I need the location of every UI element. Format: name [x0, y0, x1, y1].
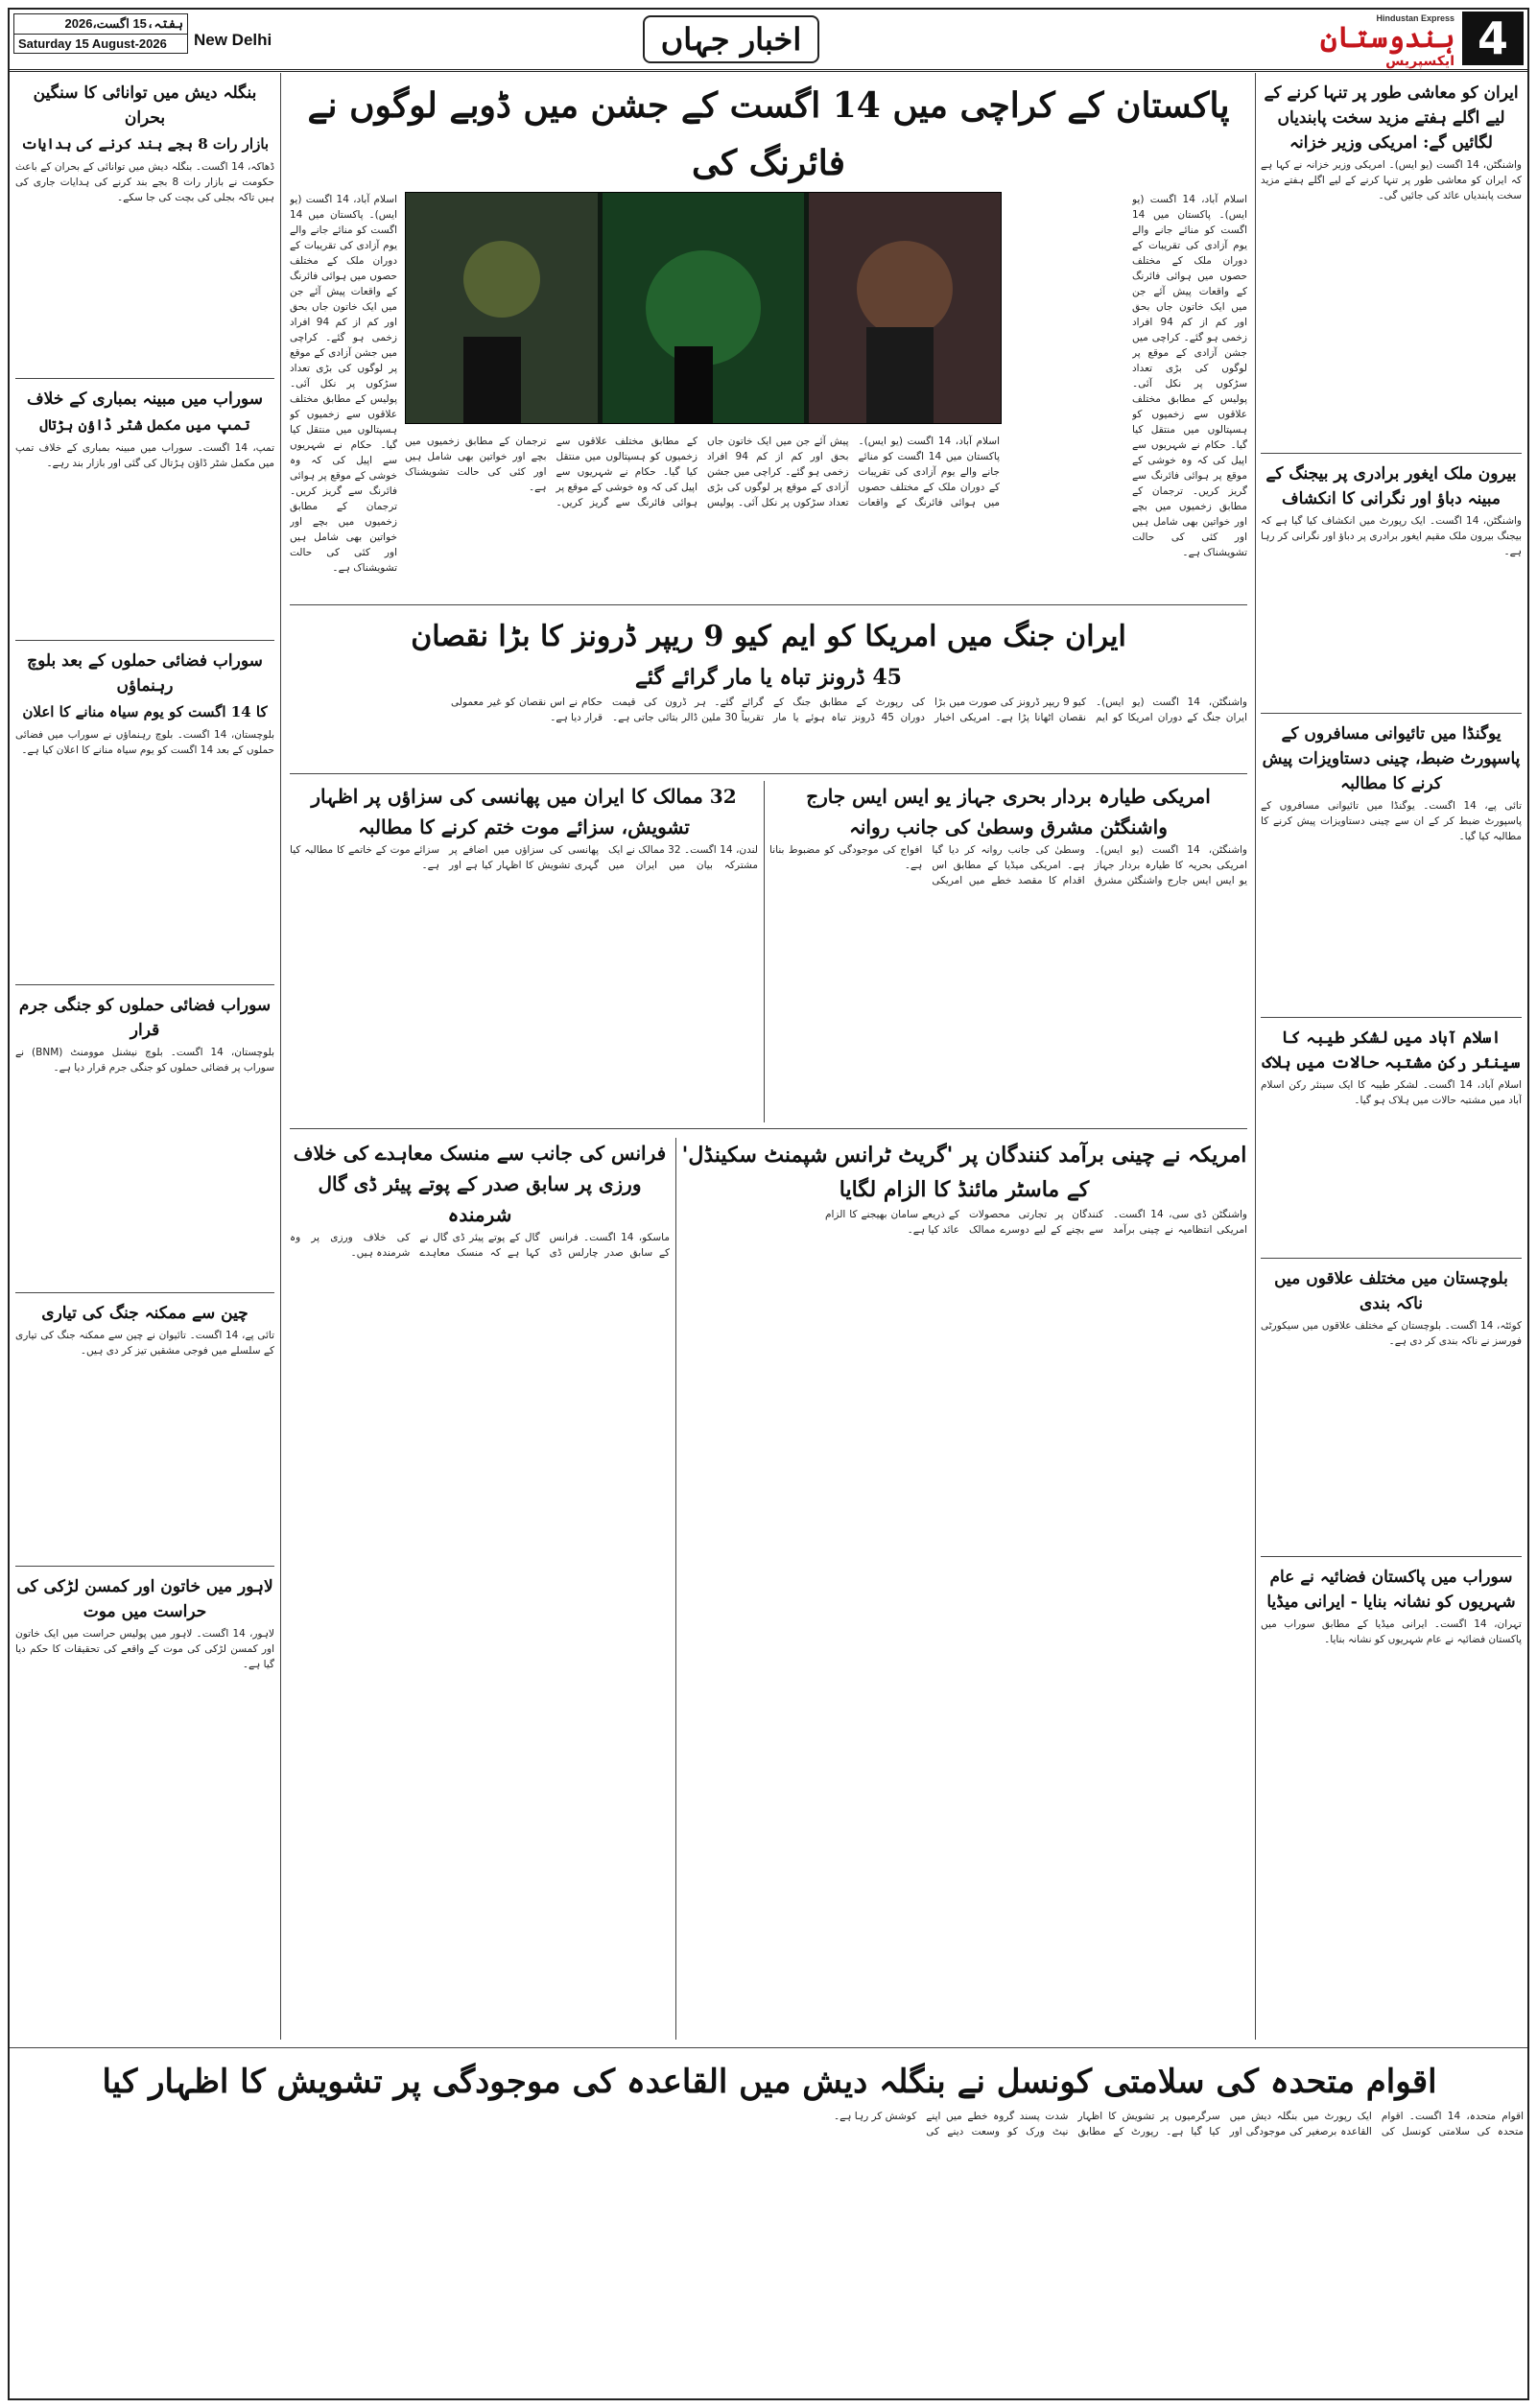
lead-body-under-photo: اسلام آباد، 14 اگست (یو ایس)۔ پاکستان میں 14 اگست کو منائے جانے والے یوم آزادی کی تقریبات کے دوران ملک کے مختلف حصوں میں ہوائی فائرنگ کے واقعات پیش آئے جن میں ایک خاتون جاں بحق اور کم از کم 94 افراد زخمی ہو گئے۔ کراچی میں جشن آزادی کے موقع پر لوگوں کی بڑی تعداد سڑکوں پر نکل آئی۔ پولیس کے مطابق مختلف علاقوں سے زخمیوں کو ہسپتالوں میں منتقل کیا گیا۔ حکام نے شہریوں سے اپیل کی کہ وہ خوشی کے موقع پر ہوائی فائرنگ سے گریز کریں۔ ترجمان کے مطابق زخمیوں میں بچے اور خواتین بھی شامل ہیں اور کئی کی حالت تشویشناک ہے۔: [405, 436, 1000, 508]
china-trade-body: واشنگٹن ڈی سی، 14 اگست۔ امریکی انتظامیہ نے چینی برآمد کنندگان پر تجارتی محصولات سے بچنے کے لیے دوسرے ممالک کے ذریعے سامان بھیجنے کا الزام عائد کیا ہے۔: [825, 1209, 1247, 1236]
iran-body: واشنگٹن، 14 اگست (یو ایس)۔ ایران جنگ کے دوران امریکا کو ایم کیو 9 ریپر ڈرونز کی صورت میں بڑا نقصان اٹھانا پڑا ہے۔ امریکی اخبار کی رپورٹ کے مطابق جنگ کے دوران 45 ڈرونز تباہ ہوئے یا مار گرائے گئے۔ ہر ڈرون کی قیمت تقریباً 30 ملین ڈالر بتائی جاتی ہے۔ حکام نے اس نقصان کو غیر معمولی قرار دیا ہے۔: [451, 696, 1247, 723]
left-column: [15, 77, 274, 2034]
lead-story: [290, 77, 1247, 1122]
right-story-3-headline: یوگنڈا میں تائیوانی مسافروں کے پاسپورٹ ضبط، چینی دستاویزات پیش کرنے کا مطالبہ: [1262, 724, 1521, 793]
logo-urdu: ہندوستان: [1320, 21, 1455, 55]
right-story-2-headline: بیرون ملک ایغور برادری پر بیجنگ کے مبینہ دباؤ اور نگرانی کا انکشاف: [1265, 464, 1517, 508]
left-story-4-headline: سوراب فضائی حملوں کو جنگی جرم قرار: [18, 996, 272, 1040]
china-trade-story: [681, 1138, 1247, 2040]
date-box: [13, 13, 188, 54]
right-story-2: [1261, 461, 1522, 705]
france-story: [290, 1138, 670, 2040]
right-story-4-headline: اسلام آباد میں لشکر طیبہ کا سینئر رکن مشتبہ حالات میں ہلاک: [1262, 1028, 1521, 1073]
left-story-6: [15, 1574, 274, 1837]
left-story-1-body: ڈھاکہ، 14 اگست۔ بنگلہ دیش میں توانائی کے بحران کے باعث حکومت نے بازار رات 8 بجے بند کرنے کی ہدایات جاری کی ہیں تاکہ بجلی کی بچت کی جا سکے۔: [15, 161, 274, 203]
france-body: ماسکو، 14 اگست۔ فرانس کے سابق صدر چارلس ڈی گال کے پوتے پیئر ڈی گال نے کہا ہے کہ منسک معاہدے کی خلاف ورزی پر وہ شرمندہ ہیں۔: [290, 1232, 670, 1259]
date-urdu: ہفتہ،15 اگست،2026: [14, 14, 187, 35]
france-headline: فرانس کی جانب سے منسک معاہدے کی خلاف ورزی پر سابق صدر کے پوتے پیئر ڈی گال شرمندہ: [293, 1142, 667, 1226]
left-story-3-subheadline: کا 14 اگست کو یوم سیاہ منانے کا اعلان: [22, 703, 268, 720]
right-story-5-headline: بلوچستان میں مختلف علاقوں میں ناکہ بندی: [1274, 1269, 1508, 1313]
right-story-6-body: تہران، 14 اگست۔ ایرانی میڈیا کے مطابق سوراب میں پاکستان فضائیہ نے عام شہریوں کو نشانہ بنایا۔: [1261, 1618, 1522, 1645]
left-story-5: [15, 1301, 274, 1558]
right-story-6-headline: سوراب میں پاکستان فضائیہ نے عام شہریوں کو نشانہ بنایا - ایرانی میڈیا: [1266, 1568, 1516, 1612]
right-story-5: [1261, 1266, 1522, 1548]
left-story-1-headline: بنگلہ دیش میں توانائی کا سنگین بحران: [33, 83, 257, 128]
logo-english: Hindustan Express: [1376, 13, 1454, 23]
lead-body-col-6: اسلام آباد، 14 اگست (یو ایس)۔ پاکستان میں 14 اگست کو منائے جانے والے یوم آزادی کی تقریبات کے دوران ملک کے مختلف حصوں میں ہوائی فائرنگ کے واقعات پیش آئے جن میں ایک خاتون جاں بحق اور کم از کم 94 افراد زخمی ہو گئے۔ کراچی میں جشن آزادی کے موقع پر لوگوں کی بڑی تعداد سڑکوں پر نکل آئی۔ پولیس کے مطابق مختلف علاقوں سے زخمیوں کو ہسپتالوں میں منتقل کیا گیا۔ حکام نے شہریوں سے اپیل کی کہ وہ خوشی کے موقع پر ہوائی فائرنگ سے گریز کریں۔ ترجمان کے مطابق زخمیوں میں بچے اور خواتین بھی شامل ہیں اور کئی کی حالت تشویشناک ہے۔: [290, 194, 397, 574]
right-column: [1261, 77, 1522, 2034]
left-story-4-body: بلوچستان، 14 اگست۔ بلوچ نیشنل موومنٹ (BNM) نے سوراب پر فضائی حملوں کو جنگی جرم قرار دیا ہے۔: [15, 1047, 274, 1074]
left-story-6-body: لاہور، 14 اگست۔ لاہور میں پولیس حراست میں ایک خاتون اور کمسن لڑکی کی موت کے واقعے کی تحقیقات کا حکم دیا گیا ہے۔: [15, 1628, 274, 1670]
left-story-5-headline: چین سے ممکنہ جنگ کی تیاری: [41, 1304, 248, 1323]
lead-body-col-1: اسلام آباد، 14 اگست (یو ایس)۔ پاکستان میں 14 اگست کو منائے جانے والے یوم آزادی کی تقریبات کے دوران ملک کے مختلف حصوں میں ہوائی فائرنگ کے واقعات پیش آئے جن میں ایک خاتون جاں بحق اور کم از کم 94 افراد زخمی ہو گئے۔ کراچی میں جشن آزادی کے موقع پر لوگوں کی بڑی تعداد سڑکوں پر نکل آئی۔ پولیس کے مطابق مختلف علاقوں سے زخمیوں کو ہسپتالوں میں منتقل کیا گیا۔ حکام نے شہریوں سے اپیل کی کہ وہ خوشی کے موقع پر ہوائی فائرنگ سے گریز کریں۔ ترجمان کے مطابق زخمیوں میں بچے اور خواتین بھی شامل ہیں اور کئی کی حالت تشویشناک ہے۔: [1132, 194, 1247, 558]
left-story-2-headline: سوراب میں مبینہ بمباری کے خلاف: [27, 390, 263, 409]
un-body: اقوام متحدہ، 14 اگست۔ اقوام متحدہ کی سلامتی کونسل کی ایک رپورٹ میں بنگلہ دیش میں القاعدہ برصغیر کی موجودگی اور سرگرمیوں پر تشویش کا اظہار کیا گیا ہے۔ رپورٹ کے مطابق شدت پسند گروہ خطے میں اپنے نیٹ ورک کو وسعت دینے کی کوشش کر رہا ہے۔: [833, 2111, 1524, 2137]
left-story-5-body: تائی پے، 14 اگست۔ تائیوان نے چین سے ممکنہ جنگ کی تیاری کے سلسلے میں فوجی مشقیں تیز کر دی ہیں۔: [15, 1330, 274, 1357]
death-penalty-body: لندن، 14 اگست۔ 32 ممالک نے ایک مشترکہ بیان میں ایران میں پھانسی کی سزاؤں میں اضافے پر گہری تشویش کا اظہار کیا ہے اور سزائے موت کے خاتمے کا مطالبہ کیا ہے۔: [290, 844, 758, 871]
newspaper-page: [8, 8, 1529, 2400]
left-story-6-headline: لاہور میں خاتون اور کمسن لڑکی کی حراست میں موت: [16, 1577, 273, 1621]
china-trade-headline: امریکہ نے چینی برآمد کنندگان پر 'گریٹ ٹرانس شپمنٹ سکینڈل' کے ماسٹر مائنڈ کا الزام لگایا: [681, 1143, 1247, 1202]
right-story-3-body: تائی پے، 14 اگست۔ یوگنڈا میں تائیوانی مسافروں کے پاسپورٹ ضبط کر کے ان سے چینی دستاویزات پیش کرنے کا مطالبہ کیا گیا۔: [1261, 800, 1522, 842]
left-story-3-headline: سوراب فضائی حملوں کے بعد بلوچ رہنماؤں: [27, 651, 263, 696]
iran-subheadline: 45 ڈرونز تباہ یا مار گرائے گئے: [635, 665, 902, 690]
left-story-2: [15, 387, 274, 632]
carrier-story: [769, 781, 1247, 1122]
section-title: اخبار جہاں: [643, 15, 819, 63]
carrier-headline: امریکی طیارہ بردار بحری جہاز یو ایس ایس جارج واشنگٹن مشرق وسطیٰ کی جانب روانہ: [806, 785, 1211, 838]
death-penalty-story: [290, 781, 758, 1122]
left-story-2-subheadline: تمپ میں مکمل شٹر ڈاؤن ہڑتال: [39, 416, 250, 434]
right-story-1-headline: ایران کو معاشی طور پر تنہا کرنے کے لیے اگلے ہفتے مزید سخت پابندیاں لگائیں گے: امریکی وزیر خزانہ: [1264, 83, 1519, 153]
death-penalty-headline: 32 ممالک کا ایران میں پھانسی کی سزاؤں پر اظہار تشویش، سزائے موت ختم کرنے کا مطالبہ: [311, 785, 737, 838]
right-story-5-body: کوئٹہ، 14 اگست۔ بلوچستان کے مختلف علاقوں میں سیکورٹی فورسز نے ناکہ بندی کر دی ہے۔: [1261, 1320, 1522, 1347]
masthead: [10, 10, 1527, 72]
right-story-2-body: واشنگٹن، 14 اگست۔ ایک رپورٹ میں انکشاف کیا گیا ہے کہ بیجنگ بیرون ملک مقیم ایغور برادری پر دباؤ اور نگرانی کر رہا ہے۔: [1261, 515, 1522, 557]
right-story-3: [1261, 721, 1522, 1009]
date-english: Saturday 15 August-2026: [18, 36, 167, 51]
city-name: New Delhi: [194, 31, 272, 49]
lead-headline: پاکستان کے کراچی میں 14 اگست کے جشن میں ڈوبے لوگوں نے فائرنگ کی: [307, 85, 1230, 183]
left-story-4: [15, 993, 274, 1285]
right-story-1-body: واشنگٹن، 14 اگست (یو ایس)۔ امریکی وزیر خزانہ نے کہا ہے کہ ایران کو معاشی طور پر تنہا کرنے کے لیے اگلے ہفتے مزید سخت پابندیاں عائد کی جائیں گی۔: [1261, 159, 1522, 201]
left-story-1-subheadline: بازار رات 8 بجے بند کرنے کی ہدایات: [20, 135, 270, 153]
iran-story: [290, 614, 1247, 767]
page-number: 4: [1462, 12, 1524, 65]
carrier-body: واشنگٹن، 14 اگست (یو ایس)۔ امریکی بحریہ کا طیارہ بردار جہاز یو ایس ایس جارج واشنگٹن مشرق وسطیٰ کی جانب روانہ کر دیا گیا ہے۔ امریکی میڈیا کے مطابق اس اقدام کا مقصد خطے میں امریکی افواج کی موجودگی کو مضبوط بنانا ہے۔: [769, 844, 1247, 886]
left-story-3-body: بلوچستان، 14 اگست۔ بلوچ رہنماؤں نے سوراب میں فضائی حملوں کے بعد 14 اگست کو یوم سیاہ منانے کا اعلان کیا ہے۔: [15, 729, 274, 756]
right-story-1: [1261, 81, 1522, 445]
right-story-4: [1261, 1026, 1522, 1250]
iran-headline: ایران جنگ میں امریکا کو ایم کیو 9 ریپر ڈرونز کا بڑا نقصان: [411, 620, 1126, 653]
left-story-1: [15, 81, 274, 370]
right-story-4-body: اسلام آباد، 14 اگست۔ لشکر طیبہ کا ایک سینئر رکن اسلام آباد میں مشتبہ حالات میں ہلاک ہو گیا۔: [1261, 1079, 1522, 1106]
left-story-3: [15, 649, 274, 977]
un-story: [15, 2055, 1524, 2396]
newspaper-logo: [1320, 13, 1455, 69]
un-headline: اقوام متحدہ کی سلامتی کونسل نے بنگلہ دیش میں القاعدہ کی موجودگی پر تشویش کا اظہار کیا: [102, 2063, 1437, 2101]
lead-photo: [405, 192, 1002, 424]
left-story-2-body: تمپ، 14 اگست۔ سوراب میں مبینہ بمباری کے خلاف تمپ میں مکمل شٹر ڈاؤن ہڑتال کی گئی اور بازار بند رہے۔: [15, 442, 274, 469]
right-story-6: [1261, 1565, 1522, 1866]
logo-urdu-sub: ایکسپریس: [1385, 54, 1454, 69]
